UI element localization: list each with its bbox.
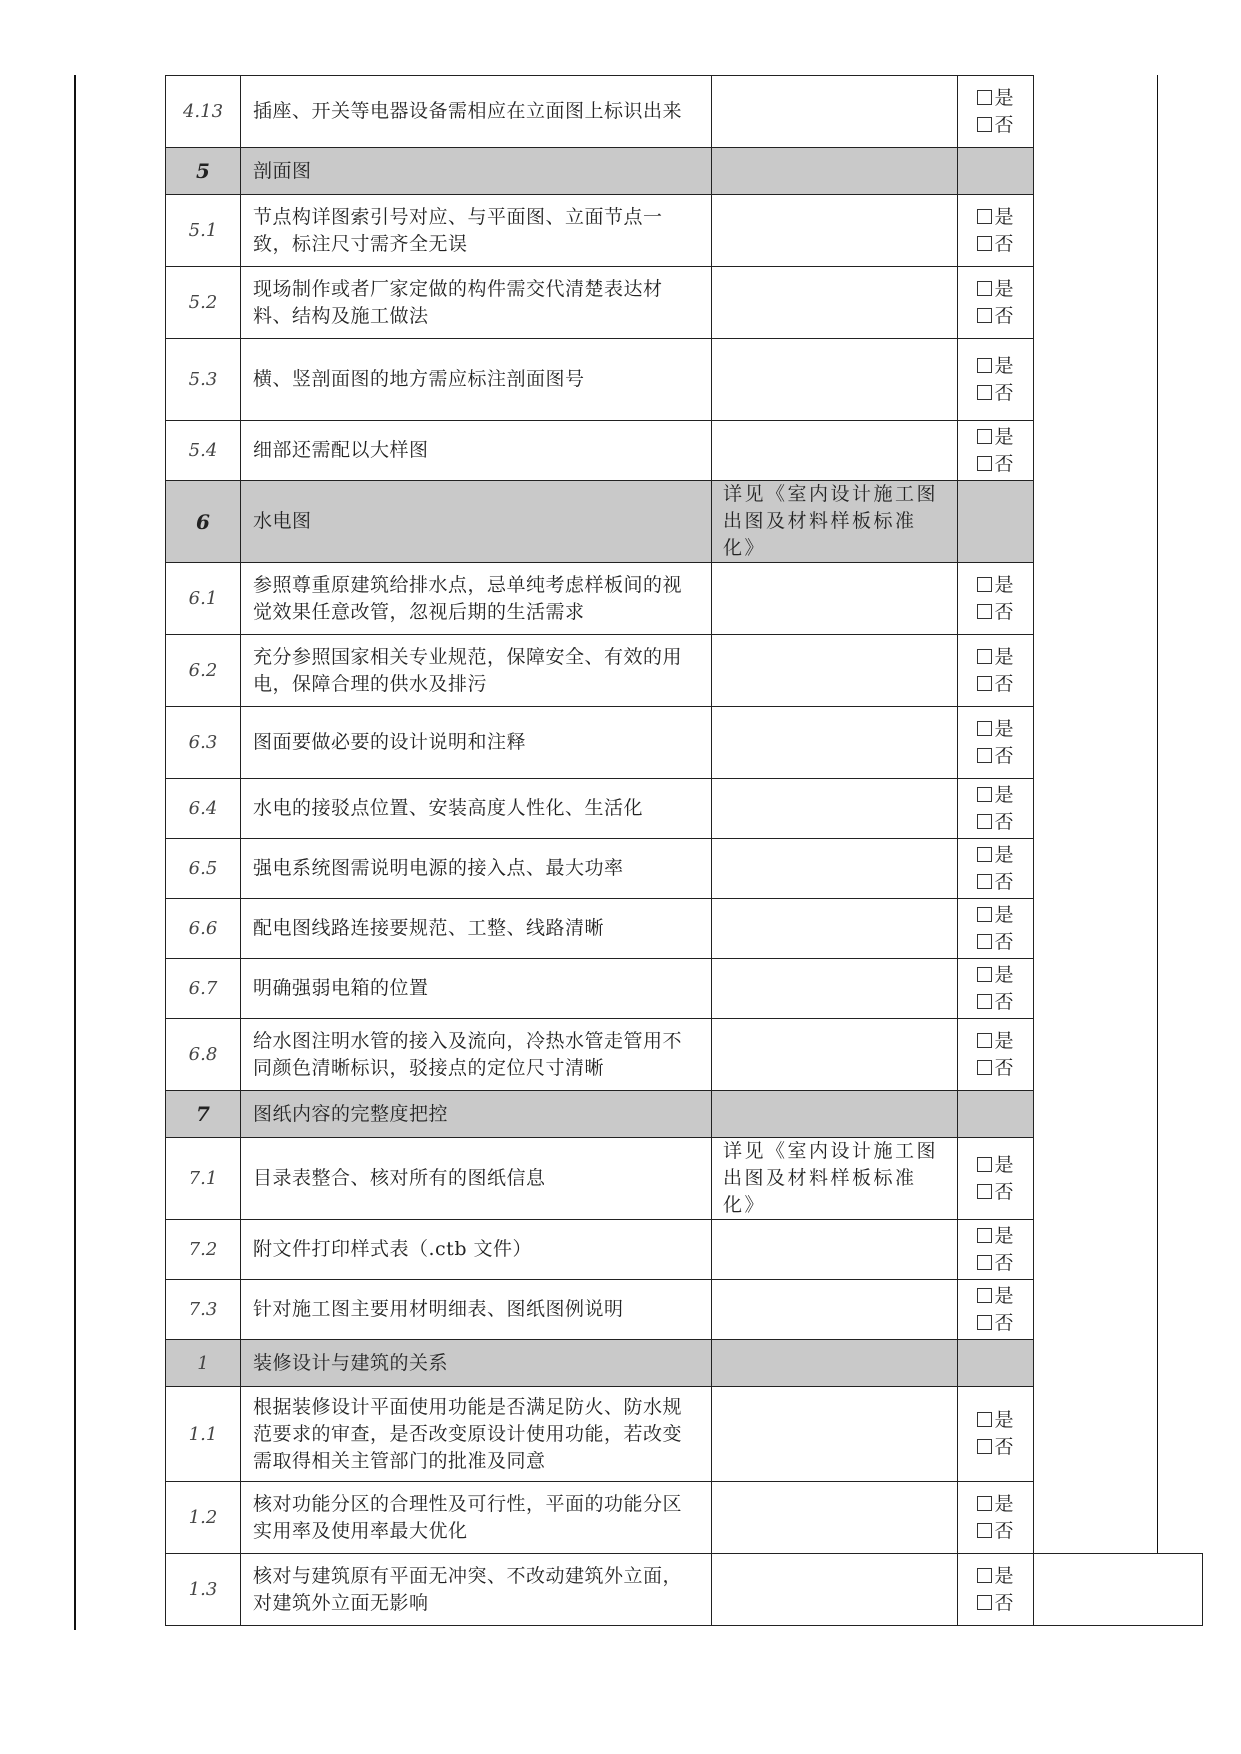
yes-label: 是 (994, 783, 1014, 806)
item-number: 5.2 (166, 267, 241, 339)
checkbox-icon[interactable] (977, 874, 992, 889)
yes-no-cell (958, 1220, 1034, 1280)
yes-label: 是 (994, 354, 1014, 377)
remarks-cell (1034, 76, 1203, 148)
checkbox-icon[interactable] (977, 1060, 992, 1075)
yes-no-cell (958, 1482, 1034, 1554)
no-label: 否 (994, 452, 1014, 475)
item-note (712, 839, 958, 899)
yes-option[interactable] (958, 276, 1033, 303)
yes-option[interactable] (958, 1152, 1033, 1179)
remarks-cell (1034, 1387, 1203, 1482)
no-label: 否 (994, 672, 1014, 695)
item-description: 装修设计与建筑的关系 (241, 1340, 712, 1387)
checkbox-icon[interactable] (977, 814, 992, 829)
item-number: 1.1 (166, 1387, 241, 1482)
item-number: 1 (166, 1340, 241, 1387)
item-description: 图纸内容的完整度把控 (241, 1091, 712, 1138)
checkbox-icon[interactable] (977, 1595, 992, 1610)
checkbox-icon[interactable] (977, 577, 992, 592)
item-note (712, 1019, 958, 1091)
remarks-cell (1034, 1280, 1203, 1340)
yes-option[interactable] (958, 1283, 1033, 1310)
item-note (712, 195, 958, 267)
item-note (712, 707, 958, 779)
item-note (712, 1340, 958, 1387)
yes-option[interactable] (958, 424, 1033, 451)
yes-label: 是 (994, 1153, 1014, 1176)
yes-option[interactable] (958, 962, 1033, 989)
yes-label: 是 (994, 645, 1014, 668)
remarks-cell (1034, 707, 1203, 779)
checkbox-icon[interactable] (977, 1496, 992, 1511)
remarks-cell (1034, 839, 1203, 899)
yes-option[interactable] (958, 842, 1033, 869)
item-number: 7 (166, 1091, 241, 1138)
no-label: 否 (994, 1251, 1014, 1274)
item-note (712, 959, 958, 1019)
item-note (712, 76, 958, 148)
checklist-row (166, 779, 1203, 839)
yes-option[interactable] (958, 353, 1033, 380)
no-option[interactable] (958, 303, 1033, 330)
item-note (712, 1554, 958, 1626)
yes-label: 是 (994, 573, 1014, 596)
no-option[interactable] (958, 380, 1033, 407)
yes-option[interactable] (958, 1407, 1033, 1434)
checkbox-icon[interactable] (977, 649, 992, 664)
item-note (712, 1220, 958, 1280)
no-label: 否 (994, 1311, 1014, 1334)
checklist-row (166, 1019, 1203, 1091)
checklist-row (166, 839, 1203, 899)
no-label: 否 (994, 600, 1014, 623)
item-description: 核对功能分区的合理性及可行性，平面的功能分区实用率及使用率最大优化 (241, 1482, 712, 1554)
no-label: 否 (994, 744, 1014, 767)
item-number: 5.1 (166, 195, 241, 267)
item-description: 核对与建筑原有平面无冲突、不改动建筑外立面，对建筑外立面无影响 (241, 1554, 712, 1626)
item-description: 充分参照国家相关专业规范，保障安全、有效的用电，保障合理的供水及排污 (241, 635, 712, 707)
item-number: 6.2 (166, 635, 241, 707)
checklist-row (166, 1280, 1203, 1340)
item-number: 1.3 (166, 1554, 241, 1626)
yes-option[interactable] (958, 902, 1033, 929)
yes-no-cell (958, 76, 1034, 148)
item-description: 根据装修设计平面使用功能是否满足防火、防水规范要求的审查，是否改变原设计使用功能，若改变需取得相关主管部门的批准及同意 (241, 1387, 712, 1482)
no-label: 否 (994, 1056, 1014, 1079)
remarks-cell (1034, 195, 1203, 267)
item-note: 详见《室内设计施工图出图及材料样板标准化》 (712, 481, 958, 563)
checkbox-icon[interactable] (977, 787, 992, 802)
item-description: 节点构详图索引号对应、与平面图、立面节点一致，标注尺寸需齐全无误 (241, 195, 712, 267)
yes-label: 是 (994, 277, 1014, 300)
item-description: 参照尊重原建筑给排水点，忌单纯考虑样板间的视觉效果任意改管，忽视后期的生活需求 (241, 563, 712, 635)
yes-label: 是 (994, 843, 1014, 866)
section-header-row (166, 148, 1203, 195)
checkbox-icon[interactable] (977, 1288, 992, 1303)
item-description: 现场制作或者厂家定做的构件需交代清楚表达材料、结构及施工做法 (241, 267, 712, 339)
item-number: 6.7 (166, 959, 241, 1019)
yes-label: 是 (994, 1492, 1014, 1515)
item-number: 4.13 (166, 76, 241, 148)
remarks-cell (1034, 148, 1203, 195)
item-number: 6 (166, 481, 241, 563)
checkbox-icon[interactable] (977, 385, 992, 400)
checklist-row (166, 339, 1203, 421)
item-number: 6.3 (166, 707, 241, 779)
remarks-cell (1034, 899, 1203, 959)
yes-no-cell (958, 563, 1034, 635)
yes-no-cell (958, 267, 1034, 339)
yes-label: 是 (994, 205, 1014, 228)
item-description: 细部还需配以大样图 (241, 421, 712, 481)
section-header-row (166, 1340, 1203, 1387)
no-option[interactable] (958, 1518, 1033, 1545)
no-label: 否 (994, 1180, 1014, 1203)
no-option[interactable] (958, 1590, 1033, 1617)
remarks-cell (1034, 1019, 1203, 1091)
remarks-cell (1034, 635, 1203, 707)
remarks-cell (1034, 1091, 1203, 1138)
yes-no-cell (958, 148, 1034, 195)
item-note (712, 421, 958, 481)
checklist-row (166, 267, 1203, 339)
yes-label: 是 (994, 717, 1014, 740)
checklist-row (166, 635, 1203, 707)
yes-no-cell (958, 1554, 1034, 1626)
yes-no-cell (958, 1138, 1034, 1220)
item-number: 5 (166, 148, 241, 195)
yes-label: 是 (994, 1224, 1014, 1247)
no-option[interactable] (958, 599, 1033, 626)
yes-no-cell (958, 195, 1034, 267)
item-number: 6.5 (166, 839, 241, 899)
yes-no-cell (958, 421, 1034, 481)
no-option[interactable] (958, 929, 1033, 956)
yes-option[interactable] (958, 572, 1033, 599)
item-note (712, 635, 958, 707)
yes-label: 是 (994, 86, 1014, 109)
no-label: 否 (994, 1519, 1014, 1542)
checklist-row (166, 1220, 1203, 1280)
checkbox-icon[interactable] (977, 117, 992, 132)
yes-label: 是 (994, 425, 1014, 448)
checklist-row (166, 1387, 1203, 1482)
no-option[interactable] (958, 1434, 1033, 1461)
yes-no-cell (958, 839, 1034, 899)
no-label: 否 (994, 1436, 1014, 1458)
yes-no-cell (958, 779, 1034, 839)
no-label: 否 (994, 1591, 1014, 1614)
checkbox-icon[interactable] (977, 1184, 992, 1199)
yes-no-cell (958, 339, 1034, 421)
remarks-cell (1034, 339, 1203, 421)
checkbox-icon[interactable] (977, 209, 992, 224)
checklist-row (166, 707, 1203, 779)
yes-option[interactable] (958, 85, 1033, 112)
yes-option[interactable] (958, 716, 1033, 743)
item-note (712, 779, 958, 839)
section-header-row (166, 1091, 1203, 1138)
checklist-row (166, 959, 1203, 1019)
remarks-cell (1034, 779, 1203, 839)
checklist-row (166, 1554, 1203, 1626)
checkbox-icon[interactable] (977, 281, 992, 296)
checkbox-icon[interactable] (977, 90, 992, 105)
yes-option[interactable] (958, 1491, 1033, 1518)
no-option[interactable] (958, 869, 1033, 896)
yes-no-cell (958, 959, 1034, 1019)
no-option[interactable] (958, 1055, 1033, 1082)
item-note (712, 899, 958, 959)
item-description: 水电的接驳点位置、安装高度人性化、生活化 (241, 779, 712, 839)
no-label: 否 (994, 810, 1014, 833)
yes-option[interactable] (958, 1028, 1033, 1055)
checkbox-icon[interactable] (977, 907, 992, 922)
yes-no-cell (958, 707, 1034, 779)
item-number: 6.4 (166, 779, 241, 839)
checkbox-icon[interactable] (977, 1228, 992, 1243)
yes-no-cell (958, 1280, 1034, 1340)
item-number: 6.6 (166, 899, 241, 959)
checkbox-icon[interactable] (977, 1255, 992, 1270)
yes-option[interactable] (958, 644, 1033, 671)
no-option[interactable] (958, 231, 1033, 258)
checklist-row (166, 421, 1203, 481)
checklist-row (166, 1138, 1203, 1220)
no-option[interactable] (958, 1250, 1033, 1277)
yes-label: 是 (994, 903, 1014, 926)
no-label: 否 (994, 304, 1014, 327)
yes-no-cell (958, 1387, 1034, 1482)
item-description: 给水图注明水管的接入及流向，冷热水管走管用不同颜色清晰标识，驳接点的定位尺寸清晰 (241, 1019, 712, 1091)
review-checklist-table (165, 75, 1203, 1626)
item-note (712, 1387, 958, 1482)
no-option[interactable] (958, 671, 1033, 698)
no-option[interactable] (958, 451, 1033, 478)
checkbox-icon[interactable] (977, 1568, 992, 1583)
checkbox-icon[interactable] (977, 1439, 992, 1454)
checkbox-icon[interactable] (977, 748, 992, 763)
item-description: 图面要做必要的设计说明和注释 (241, 707, 712, 779)
checkbox-icon[interactable] (977, 236, 992, 251)
yes-label: 是 (994, 1409, 1014, 1431)
no-option[interactable] (958, 112, 1033, 139)
checkbox-icon[interactable] (977, 847, 992, 862)
no-label: 否 (994, 232, 1014, 255)
checkbox-icon[interactable] (977, 429, 992, 444)
yes-no-cell (958, 1091, 1034, 1138)
no-option[interactable] (958, 989, 1033, 1016)
yes-no-cell (958, 481, 1034, 563)
item-number: 7.3 (166, 1280, 241, 1340)
item-number: 6.8 (166, 1019, 241, 1091)
checklist-row (166, 1482, 1203, 1554)
item-description: 附文件打印样式表（.ctb 文件） (241, 1220, 712, 1280)
item-note (712, 339, 958, 421)
item-description: 明确强弱电箱的位置 (241, 959, 712, 1019)
item-note (712, 1482, 958, 1554)
no-label: 否 (994, 113, 1014, 136)
remarks-cell (1034, 1138, 1203, 1220)
yes-label: 是 (994, 1029, 1014, 1052)
yes-label: 是 (994, 963, 1014, 986)
item-note (712, 1091, 958, 1138)
checkbox-icon[interactable] (977, 934, 992, 949)
yes-no-cell (958, 1340, 1034, 1387)
no-label: 否 (994, 870, 1014, 893)
item-number: 5.4 (166, 421, 241, 481)
yes-label: 是 (994, 1284, 1014, 1307)
checklist-row (166, 899, 1203, 959)
item-note (712, 267, 958, 339)
yes-label: 是 (994, 1564, 1014, 1587)
page-margin-line (74, 75, 76, 1630)
item-description: 插座、开关等电器设备需相应在立面图上标识出来 (241, 76, 712, 148)
item-note (712, 148, 958, 195)
no-option[interactable] (958, 743, 1033, 770)
item-description: 目录表整合、核对所有的图纸信息 (241, 1138, 712, 1220)
checkbox-icon[interactable] (977, 1523, 992, 1538)
no-label: 否 (994, 381, 1014, 404)
item-description: 强电系统图需说明电源的接入点、最大功率 (241, 839, 712, 899)
checkbox-icon[interactable] (977, 721, 992, 736)
checkbox-icon[interactable] (977, 676, 992, 691)
checkbox-icon[interactable] (977, 604, 992, 619)
remarks-cell (1034, 1482, 1203, 1554)
item-number: 1.2 (166, 1482, 241, 1554)
item-number: 7.2 (166, 1220, 241, 1280)
no-option[interactable] (958, 809, 1033, 836)
item-number: 5.3 (166, 339, 241, 421)
yes-option[interactable] (958, 204, 1033, 231)
checklist-row (166, 563, 1203, 635)
checkbox-icon[interactable] (977, 1157, 992, 1172)
yes-option[interactable] (958, 782, 1033, 809)
remarks-cell (1034, 481, 1203, 563)
checklist-body (166, 76, 1203, 1626)
item-description: 配电图线路连接要规范、工整、线路清晰 (241, 899, 712, 959)
no-option[interactable] (958, 1179, 1033, 1206)
remarks-cell (1034, 1340, 1203, 1387)
item-description: 针对施工图主要用材明细表、图纸图例说明 (241, 1280, 712, 1340)
remarks-cell (1034, 959, 1203, 1019)
item-number: 7.1 (166, 1138, 241, 1220)
remarks-cell (1034, 421, 1203, 481)
no-label: 否 (994, 930, 1014, 953)
item-note (712, 563, 958, 635)
checkbox-icon[interactable] (977, 1315, 992, 1330)
yes-no-cell (958, 899, 1034, 959)
checklist-row (166, 76, 1203, 148)
checklist-row (166, 195, 1203, 267)
item-note (712, 1280, 958, 1340)
remarks-cell (1034, 563, 1203, 635)
yes-option[interactable] (958, 1223, 1033, 1250)
checkbox-icon[interactable] (977, 358, 992, 373)
checkbox-icon[interactable] (977, 967, 992, 982)
yes-option[interactable] (958, 1563, 1033, 1590)
remarks-cell (1034, 1220, 1203, 1280)
section-header-row (166, 481, 1203, 563)
checkbox-icon[interactable] (977, 994, 992, 1009)
checkbox-icon[interactable] (977, 308, 992, 323)
checkbox-icon[interactable] (977, 1412, 992, 1427)
item-description: 横、竖剖面图的地方需应标注剖面图号 (241, 339, 712, 421)
no-option[interactable] (958, 1310, 1033, 1337)
remarks-cell (1034, 1554, 1203, 1626)
item-note: 详见《室内设计施工图出图及材料样板标准化》 (712, 1138, 958, 1220)
yes-no-cell (958, 635, 1034, 707)
item-number: 6.1 (166, 563, 241, 635)
yes-no-cell (958, 1019, 1034, 1091)
remarks-cell (1034, 267, 1203, 339)
checkbox-icon[interactable] (977, 1033, 992, 1048)
item-description: 水电图 (241, 481, 712, 563)
checkbox-icon[interactable] (977, 456, 992, 471)
item-description: 剖面图 (241, 148, 712, 195)
no-label: 否 (994, 990, 1014, 1013)
